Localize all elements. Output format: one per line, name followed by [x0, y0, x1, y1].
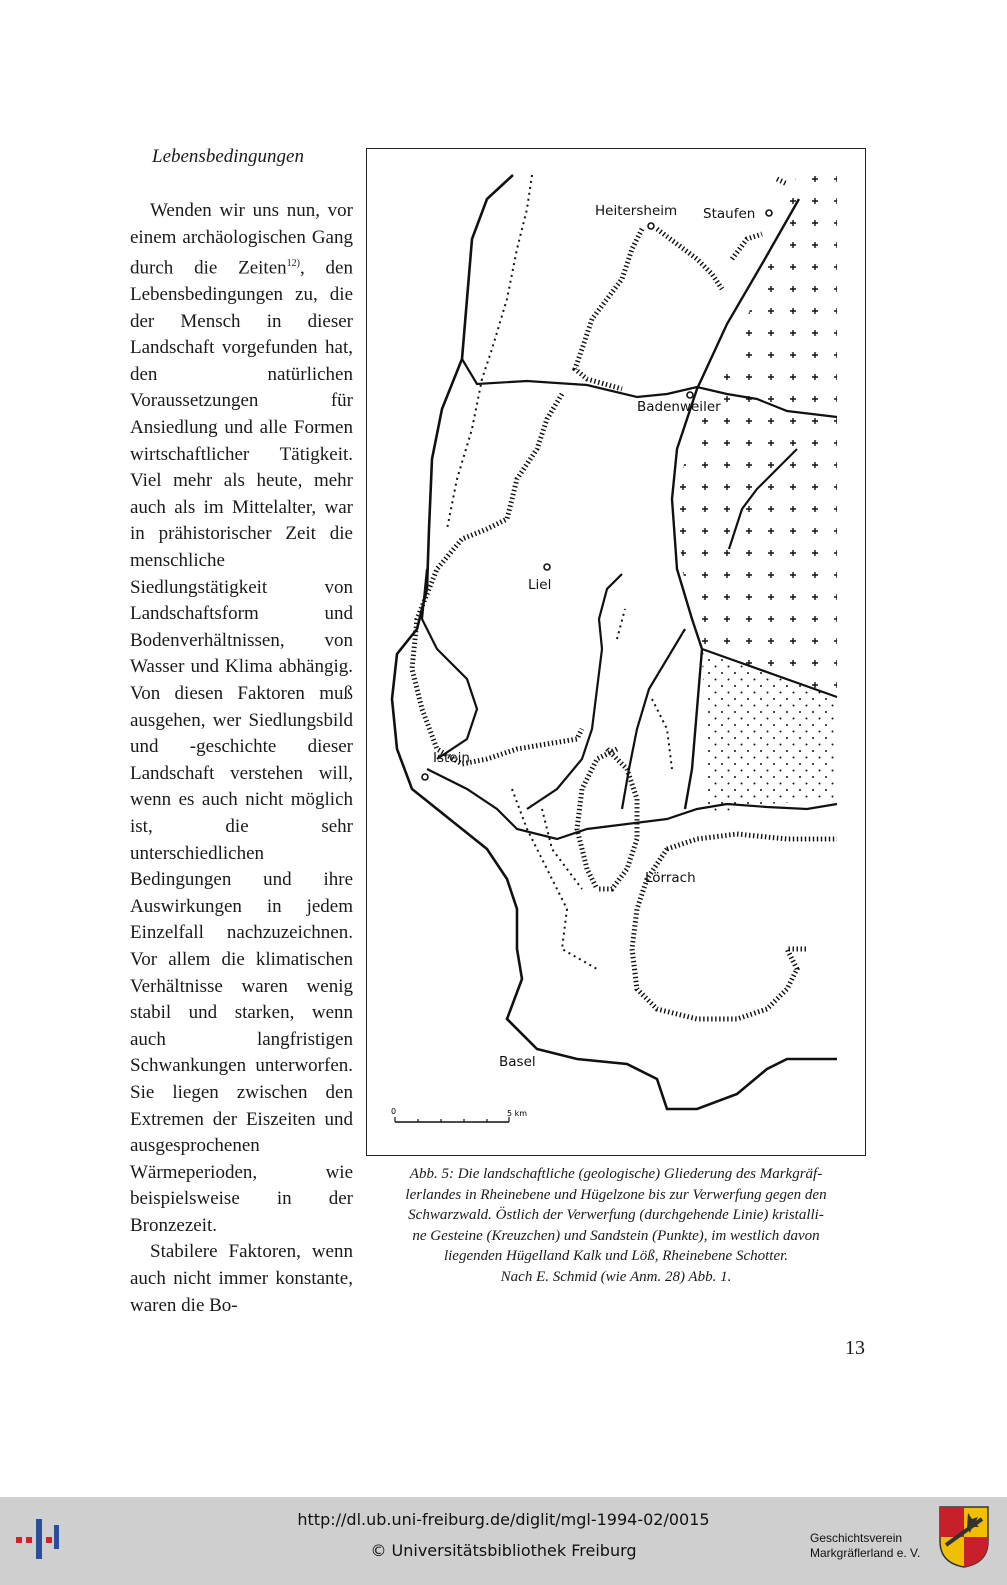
map-figure: [366, 148, 866, 1156]
geological-map: [367, 149, 864, 1154]
label-basel: Basel: [499, 1054, 536, 1070]
label-liel: Liel: [528, 577, 552, 593]
footnote-ref[interactable]: 12): [286, 258, 300, 270]
label-loerrach: Lörrach: [645, 870, 696, 886]
footer-url[interactable]: http://dl.ub.uni-freiburg.de/diglit/mgl-1994-02/0015: [297, 1510, 710, 1529]
coat-of-arms-icon: [938, 1505, 990, 1569]
footer-org: Geschichtsverein Markgräflerland e. V.: [810, 1531, 921, 1560]
paragraph-2: Stabilere Faktoren, wenn auch nicht immer konstante, waren die Bo-: [130, 1241, 353, 1316]
paragraph-1: Wenden wir uns nun, vor einem archäologischen Gang durch die Zeiten$^{12)}$, den Lebensbedingungen zu, die der Mensch in dieser Landschaft vorgefunden hat, den natürlichen Voraussetzungen für Ansiedlung und alle Formen wirtschaftlicher Tätigkeit. Viel mehr als heute, mehr auch als im Mittelalter, war in prähistorischer Zeit die menschliche Siedlungstätigkeit von Landschaftsform und Bodenverhältnissen, von Wasser und Klima abhängig. Von diesen Faktoren muß ausgehen, wer Siedlungsbild und -geschichte dieser Landschaft verstehen will, wenn es auch nicht möglich ist, die sehr unterschiedlichen Bedingungen und ihre Auswirkungen in jedem Einzelfall nachzuzeichnen. Vor allem die klimatischen Verhältnisse waren wenig stabil und starken, wenn auch langfristigen Schwankungen unterworfen. Sie liegen zwischen den Extremen der Eiszeiten und ausgesprochenen Wärmeperioden, wie beispielsweise in der Bronzezeit.: [130, 200, 353, 1236]
label-heitersheim: Heitersheim: [595, 203, 678, 219]
label-badenweiler: Badenweiler: [637, 399, 721, 415]
crystalline-region: [677, 175, 837, 697]
figure-caption: Abb. 5: Die landschaftliche (geologische) Gliederung des Markgräf- lerlandes in Rheinebene und Hügelzone bis zur Verwerfung gegen den Schwarzwald. Östlich der Verwerfung (durchgehende Linie) kristalli- ne Gesteine (Kreuzchen) und Sandstein (Punkte), im westlich davon liegenden Hügelland Kalk und Löß, Rheinebene Schotter. Nach E. Schmid (wie Anm. 28) Abb. 1.: [405, 1166, 827, 1285]
label-staufen: Staufen: [703, 206, 756, 222]
body-text: [130, 198, 353, 1319]
river-1: [527, 574, 622, 809]
label-istein: Istein: [433, 750, 470, 766]
svg-text:0: 0: [391, 1107, 397, 1116]
page-number: 13: [845, 1337, 865, 1359]
scale-bar: [391, 1107, 527, 1122]
running-header: Lebensbedingungen: [152, 146, 304, 167]
footer-copyright: © Universitätsbibliothek Freiburg: [370, 1541, 637, 1560]
footer-bar: [0, 1497, 1007, 1585]
svg-text:5 km: 5 km: [507, 1109, 528, 1118]
